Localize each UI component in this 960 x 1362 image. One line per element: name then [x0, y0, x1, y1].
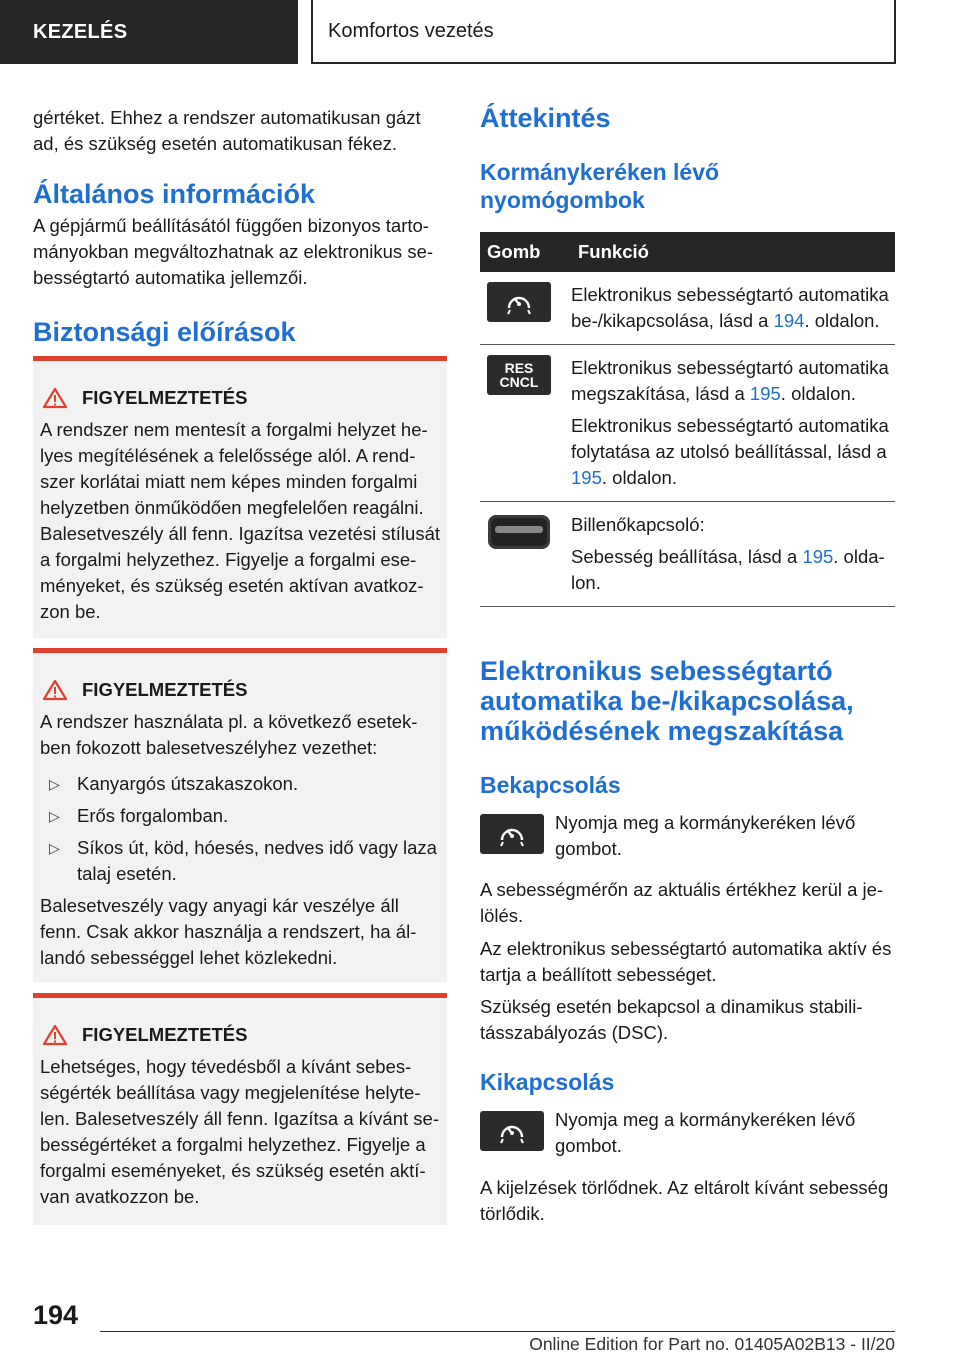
off-text: Nyomja meg a kormánykeréken lévő gombot.: [555, 1109, 856, 1156]
function-text: Billenőkapcsoló:: [571, 514, 705, 535]
warning-outro: Balesetveszély vagy anyagi kár veszélye áll fenn. Csak akkor használja a rendszert, ha állandó sebességgel lehet közlekedni.: [40, 895, 417, 968]
buttons-heading: Kormánykeréken lévő nyomógombok: [480, 159, 720, 213]
warning-box-2: [33, 648, 447, 982]
warning-text: A rendszer nem mentesít a forgalmi helyzet helyes megítélésének a felelőssége alól. A rendszer korlátai miatt nem képes minden forgalmi helyzetben önműködően megfelelően reagálni. Balesetveszély áll fenn. Igazítsa vezetési stílusát a forgalmi helyzethez. Figyelje a forgalmi eseményeket, és szükség esetén aktívan avatkozzon be.: [40, 419, 441, 622]
on-paragraph-3: Szükség esetén bekapcsol a dinamikus stabilitásszabályozás (DSC).: [480, 996, 863, 1043]
header-section-label: KEZELÉS: [33, 20, 128, 43]
cruise-control-icon: [487, 282, 551, 322]
on-heading: Bekapcsolás: [480, 772, 621, 798]
header-chapter: [311, 0, 896, 64]
warning-triangle-icon: [42, 387, 68, 409]
function-text: Elektronikus sebességtartó automatika be-/kikapcsolása, lásd a 194. oldalon.: [571, 284, 889, 331]
table-row: [480, 502, 895, 607]
warning-intro: A rendszer használata pl. a következő esetekben fokozott balesetveszélyhez vezethet:: [40, 711, 418, 758]
warning-triangle-icon: [42, 1024, 68, 1046]
header-section: [0, 0, 298, 64]
warning-box-1: [33, 356, 447, 638]
bullet-triangle-icon: ▷: [49, 808, 60, 824]
warning-title: FIGYELMEZTETÉS: [40, 1020, 440, 1050]
bullet-triangle-icon: ▷: [49, 840, 60, 856]
general-text: A gépjármű beállításától függően bizonyos tartományokban megváltozhatnak az elektronikus sebességtartó automatika jellemzői.: [33, 215, 434, 288]
intro-paragraph: gértéket. Ehhez a rendszer automatikusan gázt ad, és szükség esetén automatikusan fékez.: [33, 107, 421, 154]
warning-triangle-icon: [42, 679, 68, 701]
table-header-row: [480, 232, 895, 272]
cruise-control-icon: [480, 1111, 544, 1151]
page-number: 194: [33, 1300, 79, 1330]
warning-text: Lehetséges, hogy tévedésből a kívánt sebességérték beállítása vagy megjelenítése helytelen. Balesetveszély áll fenn. Igazítsa a kívánt sebességértéket a forgalmi helyzethez. Figyelje a forgalmi eseményeket, és szükség esetén aktívan avatkozzon be.: [40, 1056, 439, 1207]
column-header-function: Funkció: [564, 232, 895, 272]
footer-divider: [100, 1331, 895, 1332]
table-row: [480, 272, 895, 345]
section-heading: Elektronikus sebességtartó automatika be-/kikapcsolása, működésének megszakítása: [480, 656, 854, 746]
table-row: [480, 345, 895, 502]
off-heading: Kikapcsolás: [480, 1069, 615, 1095]
safety-heading: Biztonsági előírások: [33, 317, 296, 347]
page-link[interactable]: 195: [749, 383, 781, 404]
list-item: ▷ Kanyargós útszakaszokon.: [40, 771, 440, 797]
cruise-control-icon: [480, 814, 544, 854]
rocker-switch-icon: [487, 512, 551, 552]
page-link[interactable]: 194: [773, 310, 805, 331]
bullet-triangle-icon: ▷: [49, 776, 60, 792]
page-link[interactable]: 195: [802, 546, 834, 567]
warning-title: FIGYELMEZTETÉS: [40, 383, 440, 413]
function-text: Elektronikus sebességtartó automatika folytatása az utolsó beállítással, lásd a 195. oldalon.: [571, 415, 889, 488]
page-link[interactable]: 195: [571, 467, 602, 488]
list-item: ▷ Síkos út, köd, hóesés, nedves idő vagy laza talaj esetén.: [40, 835, 440, 887]
header-chapter-label: Komfortos vezetés: [328, 19, 494, 42]
res-cncl-icon: RES CNCL: [487, 355, 551, 395]
off-paragraph-1: A kijelzések törlődnek. Az eltárolt kívánt sebesség törlődik.: [480, 1177, 889, 1224]
general-heading: Általános információk: [33, 179, 316, 209]
on-text: Nyomja meg a kormánykeréken lévő gombot.: [555, 812, 856, 859]
function-text: Sebesség beállítása, lásd a 195. oldalon.: [571, 546, 885, 593]
buttons-table: [480, 232, 895, 607]
warning-title: FIGYELMEZTETÉS: [40, 675, 440, 705]
on-paragraph-2: Az elektronikus sebességtartó automatika aktív és tartja a beállított sebességet.: [480, 938, 892, 985]
warning-box-3: [33, 993, 447, 1225]
list-item: ▷ Erős forgalomban.: [40, 803, 440, 829]
footer-edition: Online Edition for Part no. 01405A02B13 - II/20: [529, 1334, 895, 1354]
function-text: Elektronikus sebességtartó automatika megszakítása, lásd a 195. oldalon.: [571, 357, 889, 404]
overview-heading: Áttekintés: [480, 103, 611, 133]
column-header-button: Gomb: [480, 232, 564, 272]
on-paragraph-1: A sebességmérőn az aktuális értékhez kerül a jelölés.: [480, 879, 884, 926]
